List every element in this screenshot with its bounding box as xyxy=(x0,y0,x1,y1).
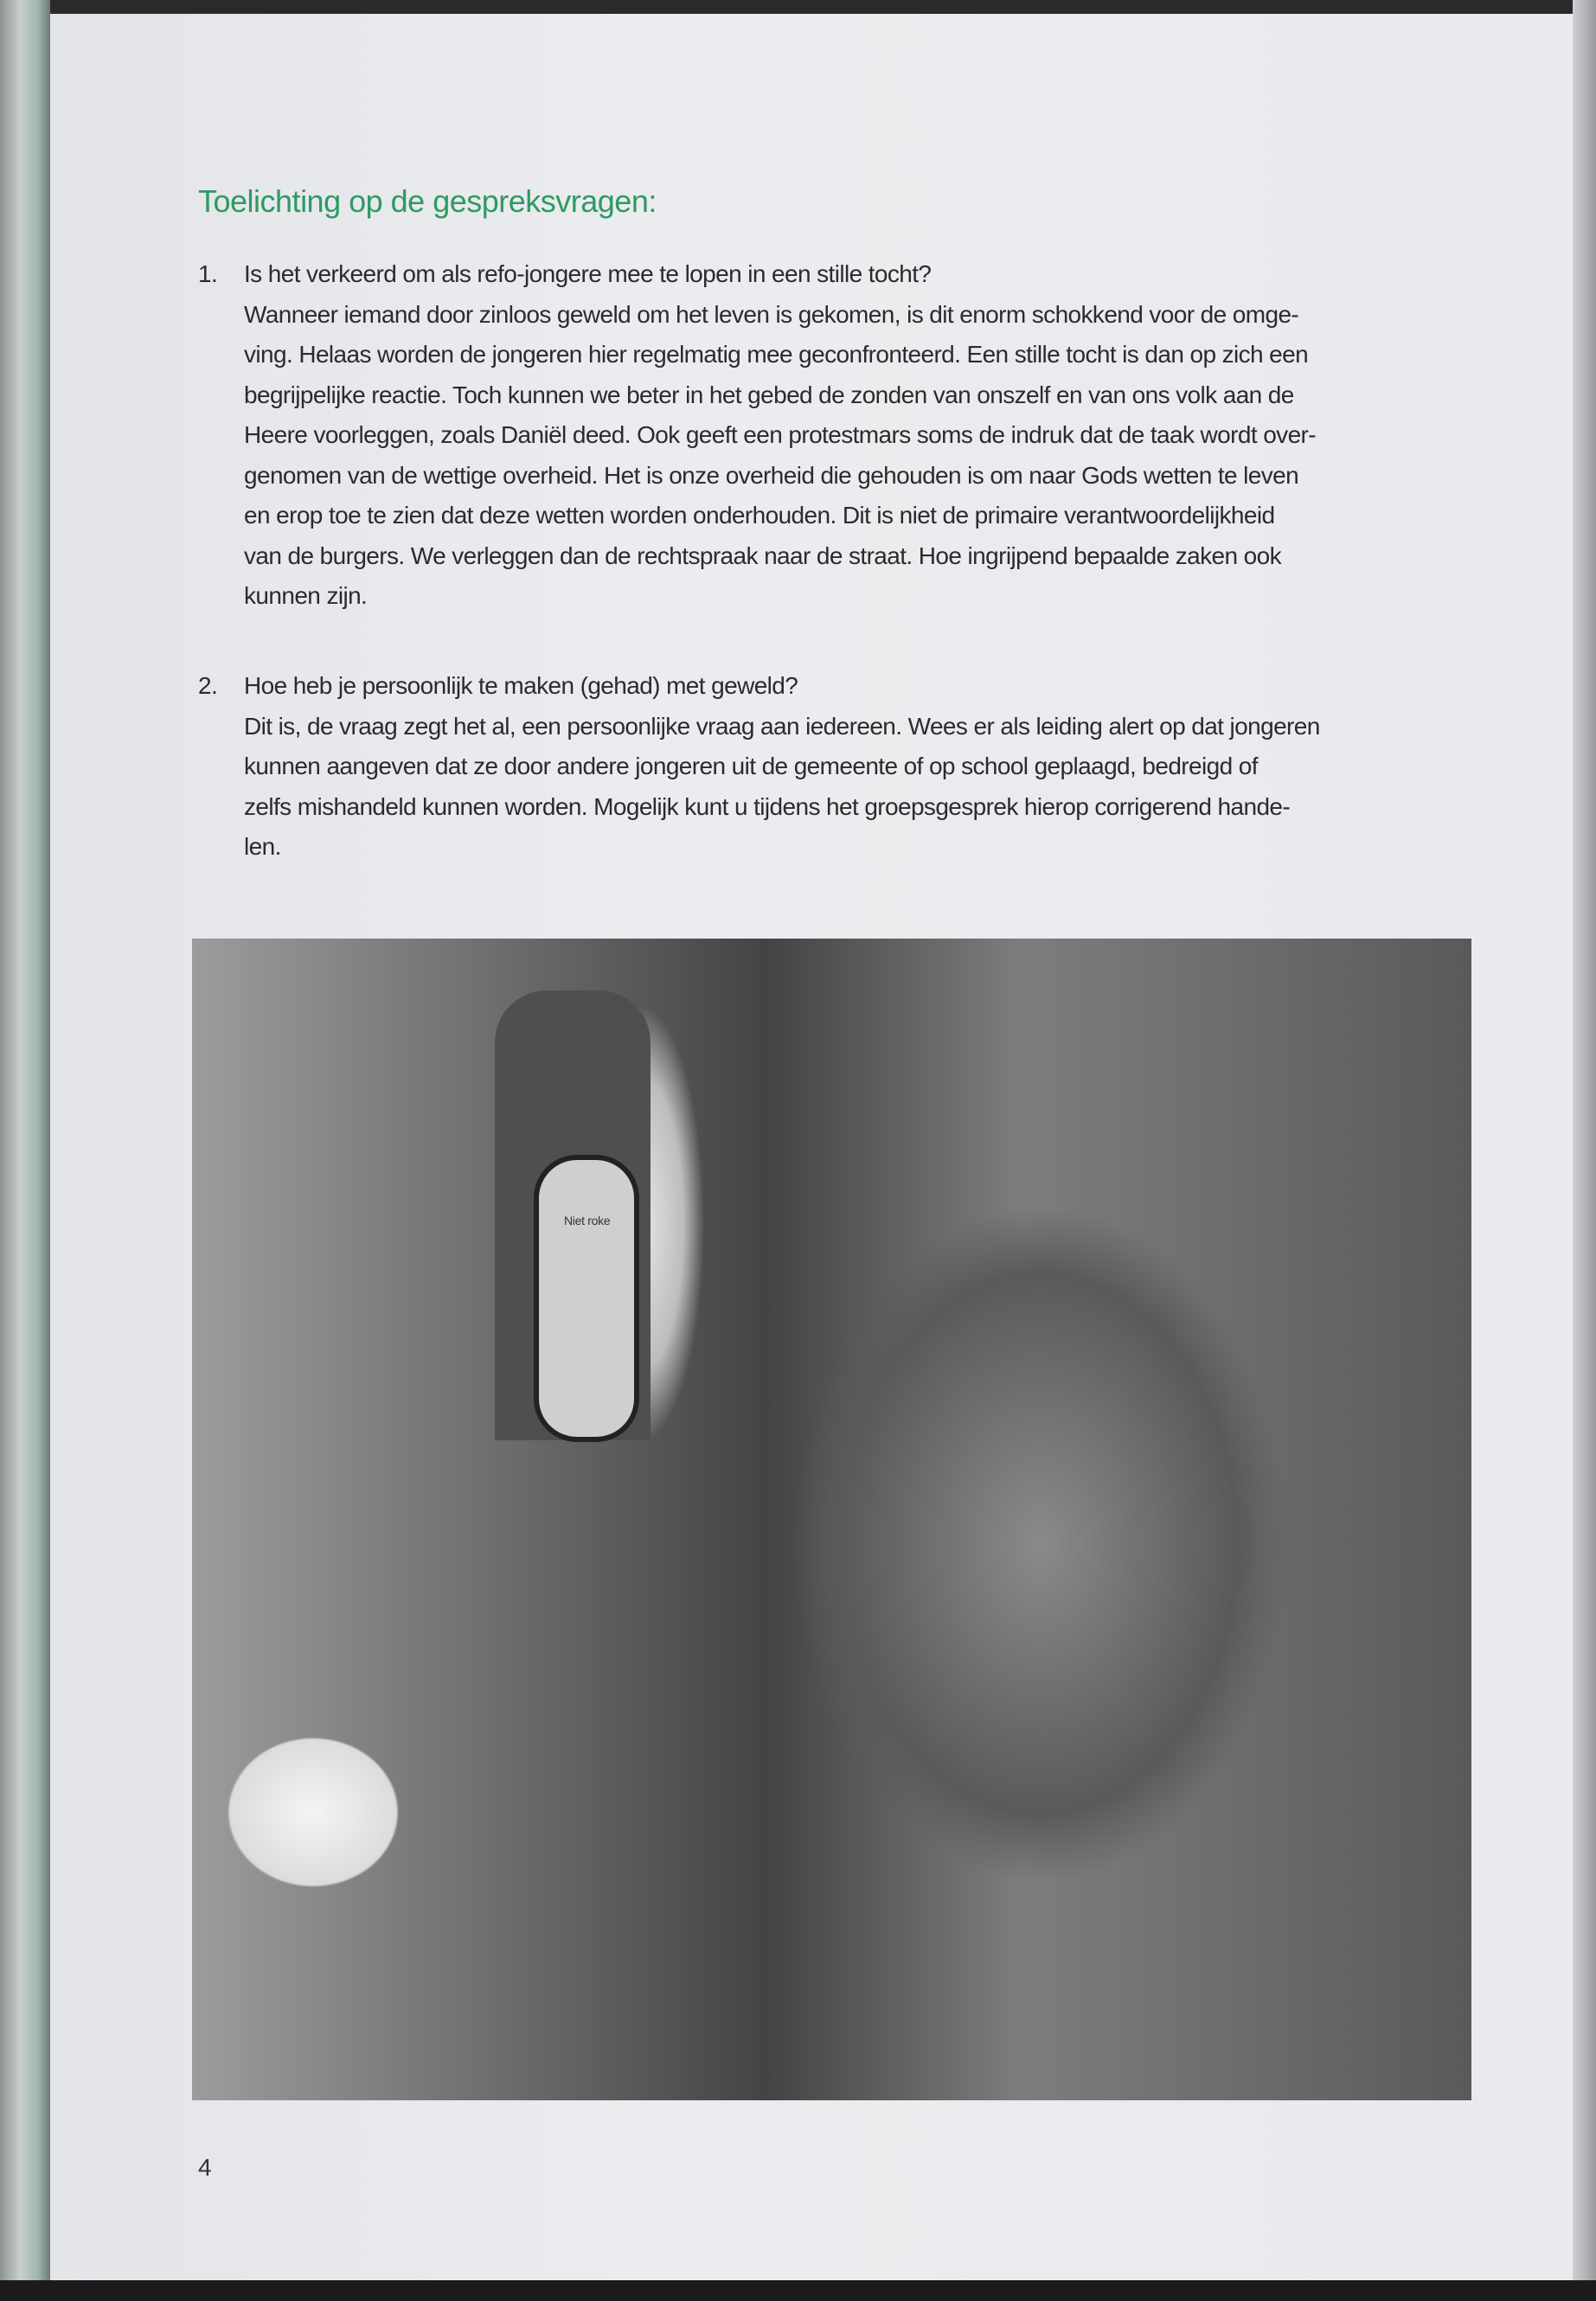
text-line: begrijpelijke reactie. Toch kunnen we beter in het gebed de zonden van onszelf en van ons volk aan de xyxy=(244,381,1294,408)
photo-train-scuffle xyxy=(192,939,1471,2100)
item-text xyxy=(244,666,1320,868)
item-number: 1. xyxy=(198,260,218,287)
question-line: Is het verkeerd om als refo-jongere mee te lopen in een stille tocht? xyxy=(244,260,932,287)
door-sign: Niet roke xyxy=(564,1214,611,1227)
text-line: kunnen aangeven dat ze door andere jongeren uit de gemeente of op school geplaagd, bedreigd of xyxy=(244,753,1258,779)
text-line: ving. Helaas worden de jongeren hier regelmatig mee geconfronteerd. Een stille tocht is dan op zich een xyxy=(244,341,1309,368)
text-line: en erop toe te zien dat deze wetten worden onderhouden. Dit is niet de primaire verantwoordelijkheid xyxy=(244,502,1275,529)
book-binding xyxy=(0,0,50,2301)
page-heading: Toelichting op de gespreksvragen: xyxy=(198,183,657,219)
item-text xyxy=(244,254,1316,617)
text-line: Heere voorleggen, zoals Daniël deed. Ook geeft een protestmars soms de indruk dat de taak wordt over- xyxy=(244,421,1316,448)
text-line: kunnen zijn. xyxy=(244,582,368,609)
door-window xyxy=(534,1155,639,1442)
page-edge xyxy=(1573,0,1596,2301)
item-number: 2. xyxy=(198,672,218,699)
page-number: 4 xyxy=(198,2154,212,2181)
text-line: Dit is, de vraag zegt het al, een persoonlijke vraag aan iedereen. Wees er als leiding alert op dat jongeren xyxy=(244,712,1320,740)
text-line: zelfs mishandeld kunnen worden. Mogelijk kunt u tijdens het groepsgesprek hierop corrigerend hande- xyxy=(244,792,1291,820)
text-line: van de burgers. We verleggen dan de rechtspraak naar de straat. Hoe ingrijpend bepaalde zaken ook xyxy=(244,542,1281,569)
text-line: genomen van de wettige overheid. Het is onze overheid die gehouden is om naar Gods wetten te leven xyxy=(244,461,1299,489)
text-line: len. xyxy=(244,833,281,860)
text-line: Wanneer iemand door zinloos geweld om het leven is gekomen, is dit enorm schokkend voor de omge- xyxy=(244,300,1299,328)
scan-border xyxy=(0,2280,1596,2301)
question-line: Hoe heb je persoonlijk te maken (gehad) met geweld? xyxy=(244,672,798,699)
